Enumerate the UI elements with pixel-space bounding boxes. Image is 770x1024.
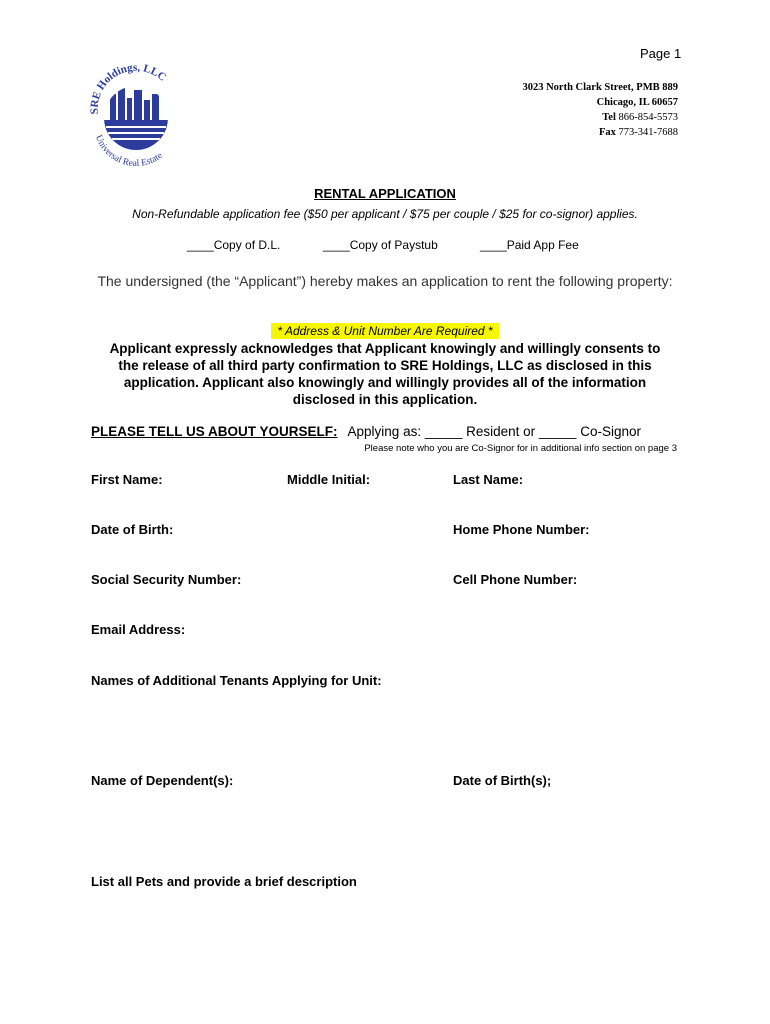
email-label: Email Address: bbox=[91, 622, 186, 637]
page-number: Page 1 bbox=[640, 46, 682, 61]
cell-phone-label: Cell Phone Number: bbox=[453, 572, 578, 587]
form-title: RENTAL APPLICATION bbox=[314, 186, 456, 201]
undersigned-statement: The undersigned (the “Applicant”) hereby makes an application to rent the following property: bbox=[97, 273, 673, 289]
home-phone-label: Home Phone Number: bbox=[453, 522, 590, 537]
about-heading: PLEASE TELL US ABOUT YOURSELF: bbox=[91, 424, 338, 439]
address-city: Chicago, IL 60657 bbox=[596, 97, 678, 108]
acknowledgement-text: Applicant expressly acknowledges that Applicant knowingly and willingly consents to the release of all third party confirmation to SRE Holdings, LLC as disclosed in this application. Applicant also knowingly and willingly provides all of the information disclosed in this application. bbox=[109, 341, 661, 407]
logo-top-text: SRE Holdings, LLC bbox=[88, 64, 169, 115]
checklist-item-paystub: ____Copy of Paystub bbox=[323, 238, 438, 252]
about-section-header bbox=[91, 424, 641, 439]
required-note-wrap bbox=[0, 322, 770, 340]
last-name-label: Last Name: bbox=[453, 472, 524, 487]
fax-number: 773-341-7688 bbox=[618, 127, 678, 138]
tel-number: 866-854-5573 bbox=[618, 112, 678, 123]
company-address bbox=[522, 80, 678, 140]
checklist-item-app-fee: ____Paid App Fee bbox=[480, 238, 579, 252]
cosignor-note: Please note who you are Co-Signor for in additional info section on page 3 bbox=[364, 443, 677, 454]
checklist-item-dl: ____Copy of D.L. bbox=[187, 238, 281, 252]
dependents-dob-label: Date of Birth(s); bbox=[453, 773, 552, 788]
address-street: 3023 North Clark Street, PMB 889 bbox=[522, 82, 678, 93]
additional-tenants-label: Names of Additional Tenants Applying for Unit: bbox=[91, 673, 382, 688]
dependents-label: Name of Dependent(s): bbox=[91, 773, 234, 788]
logo-bottom-text: Universal Real Estate bbox=[92, 133, 165, 170]
tel-label: Tel bbox=[602, 112, 616, 123]
dob-label: Date of Birth: bbox=[91, 522, 174, 537]
company-logo bbox=[86, 64, 186, 176]
applying-as: Applying as: _____ Resident or _____ Co-Signor bbox=[347, 424, 641, 439]
middle-initial-label: Middle Initial: bbox=[287, 472, 371, 487]
pets-label: List all Pets and provide a brief description bbox=[91, 874, 357, 889]
required-note: * Address & Unit Number Are Required * bbox=[271, 323, 498, 339]
fee-note: Non-Refundable application fee ($50 per applicant / $75 per couple / $25 for co-signor) applies. bbox=[132, 207, 638, 221]
first-name-label: First Name: bbox=[91, 472, 163, 487]
fax-label: Fax bbox=[598, 127, 616, 138]
ssn-label: Social Security Number: bbox=[91, 572, 242, 587]
